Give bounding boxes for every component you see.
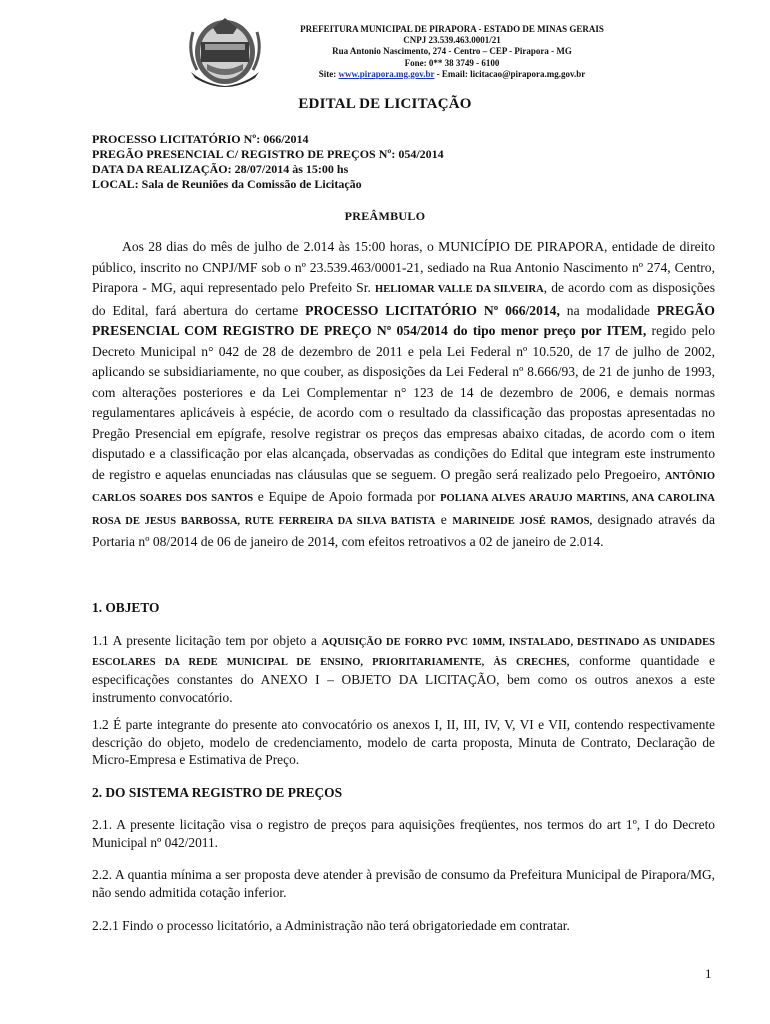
letterhead-line: Fone: 0** 38 3749 - 6100: [404, 57, 500, 68]
letterhead-line: PREFEITURA MUNICIPAL DE PIRAPORA - ESTADO DE MINAS GERAIS: [300, 24, 604, 34]
text-run: e: [435, 511, 453, 527]
text-run: , de acordo com as disposições do Edital, fará abertura do certame: [92, 280, 715, 318]
text-run: e Equipe de Apoio formada por: [253, 489, 441, 504]
letterhead-line: CNPJ 23.539.463.0001/21: [403, 35, 501, 46]
preamble-paragraph: [92, 237, 715, 553]
bold-run: PREGÃO PRESENCIAL COM REGISTRO DE PREÇO Nº 054/2014 do tipo menor preço por ITEM,: [92, 302, 715, 338]
text-run: na modalidade: [559, 302, 657, 318]
pregoeiro-name: ANTÔNIO CARLOS SOARES DOS SANTOS: [92, 470, 715, 504]
location: LOCAL: Sala de Reuniões da Comissão de Licitação: [92, 177, 362, 191]
letterhead-contact: [272, 69, 632, 80]
text-run: conforme quantidade e especificações constantes do ANEXO I – OBJETO DA LICITAÇÃO, bem como os outros anexos a este instrumento convocatório.: [92, 652, 715, 705]
section-heading-registro: 2. DO SISTEMA REGISTRO DE PREÇOS: [92, 785, 343, 800]
process-number: PROCESSO LICITATÓRIO Nº: 066/2014: [92, 132, 309, 146]
process-details: [92, 132, 444, 192]
realization-date: DATA DA REALIZAÇÃO: 28/07/2014 às 15:00 hs: [92, 162, 349, 176]
document-title: EDITAL DE LICITAÇÃO: [298, 96, 472, 112]
email-text: - Email: licitacao@pirapora.mg.gov.br: [434, 68, 586, 79]
letterhead: [272, 24, 632, 80]
paragraph-2-2-1: 2.2.1 Findo o processo licitatório, a Administração não terá obrigatoriedade em contratar.: [92, 918, 570, 933]
page-number: 1: [705, 966, 712, 981]
site-label: Site:: [318, 68, 339, 79]
object-description: AQUISIÇÃO DE FORRO PVC 10MM, INSTALADO, DESTINADO AS UNIDADES ESCOLARES DA REDE MUNICIPAL DE ENSINO, PRIORITARIAMENTE, ÀS CRECHES,: [92, 637, 715, 668]
paragraph-2-1: 2.1. A presente licitação visa o registro de preços para aquisições freqüentes, nos termos do art 1º, I do Decreto Municipal nº 042/2011.: [92, 817, 715, 850]
text-run: 1.1 A presente licitação tem por objeto a: [92, 633, 322, 648]
bold-run: PROCESSO LICITATÓRIO Nº 066/2014,: [305, 302, 560, 318]
paragraph-1-1: [92, 632, 715, 706]
text-run: Aos 28 dias do mês de julho de 2.014 às 15:00 horas, o MUNICÍPIO DE PIRAPORA, entidade de direito público, inscrito no CNPJ/MF sob o nº 23.539.463/0001-21, sediado na Rua Antonio Nascimento nº 274, Centro, Pirapora - MG, aqui representado pelo Prefeito Sr.: [92, 239, 715, 295]
text-run: regido pelo Decreto Municipal n° 042 de 28 de dezembro de 2011 e pela Lei Federal nº 10.520, de 17 de julho de 2002, aplicando se subsidiariamente, no que couber, as disposições da Lei Federal nº 8.666/93, de 21 de junho de 1993, com alterações posteriores e da Lei Complementar n° 123 de 14 de dezembro de 2006, e demais normas regulamentares aplicáveis à espécie, de acordo com o resultado da classificação das propostas apresentadas no Pregão Presencial em epígrafe, resolve registrar os preços das empresas abaixo citadas, de acordo com o item disputado e a classificação por elas alcançada, observadas as condições do Edital que integram este instrumento de registro e aquelas enunciadas nas cláusulas que se seguem. O pregão será realizado pelo Pregoeiro,: [92, 323, 715, 482]
section-heading-objeto: 1. OBJETO: [92, 600, 160, 615]
paragraph-2-2: 2.2. A quantia mínima a ser proposta deve atender à previsão de consumo da Prefeitura Municipal de Pirapora/MG, não sendo admitida cotação inferior.: [92, 867, 715, 900]
site-link[interactable]: www.pirapora.mg.gov.br: [338, 68, 435, 79]
mayor-name: HELIOMAR VALLE DA SILVEIRA: [375, 284, 544, 295]
letterhead-line: Rua Antonio Nascimento, 274 - Centro – CEP - Pirapora - MG: [332, 46, 572, 57]
text-run: designado através da Portaria nº 08/2014 de 06 de janeiro de 2014, com efeitos retroativos a 02 de janeiro de 2.014.: [92, 511, 715, 549]
municipal-seal-icon: [185, 12, 265, 90]
preamble-heading: PREÂMBULO: [344, 209, 426, 223]
paragraph-1-2: 1.2 É parte integrante do presente ato convocatório os anexos I, II, III, IV, V, VI e VII, contendo respectivamente descrição do objeto, modelo de credenciamento, modelo de carta proposta, Minuta de Contrato, Declaração de Micro-Empresa e Estimativa de Preço.: [92, 717, 715, 767]
support-team-names: POLIANA ALVES ARAUJO MARTINS, ANA CAROLINA ROSA DE JESUS BARBOSSA, RUTE FERREIRA DA SILVA BATISTA: [92, 493, 715, 527]
support-team-name: MARINEIDE JOSÉ RAMOS,: [452, 515, 593, 527]
pregao-number: PREGÃO PRESENCIAL C/ REGISTRO DE PREÇOS Nº: 054/2014: [92, 147, 444, 161]
